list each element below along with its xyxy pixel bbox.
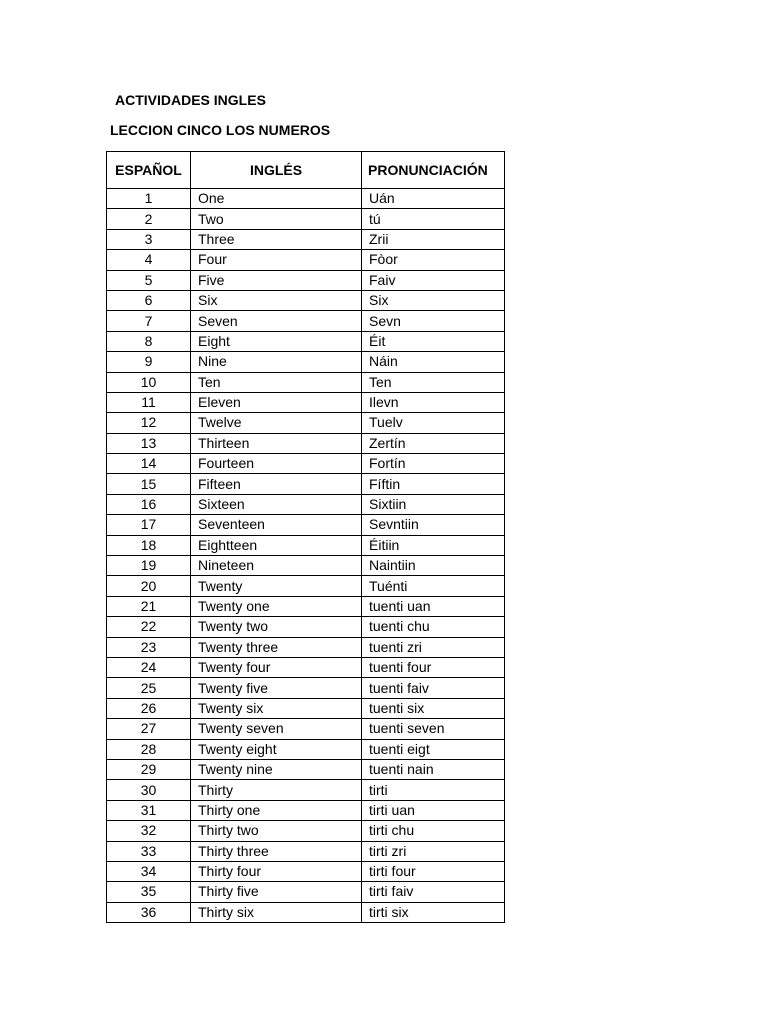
table-row bbox=[107, 882, 505, 902]
english-cell: Thirty one bbox=[191, 800, 362, 820]
english-cell: Twenty four bbox=[191, 657, 362, 677]
number-cell: 3 bbox=[107, 229, 191, 249]
english-cell: Twenty one bbox=[191, 596, 362, 616]
english-cell: Seven bbox=[191, 311, 362, 331]
table-row bbox=[107, 392, 505, 412]
numbers-table bbox=[106, 151, 505, 923]
table-row bbox=[107, 535, 505, 555]
number-cell: 5 bbox=[107, 270, 191, 290]
pronunciation-cell: tuenti zri bbox=[362, 637, 505, 657]
table-row bbox=[107, 596, 505, 616]
english-cell: Twelve bbox=[191, 413, 362, 433]
english-cell: Sixteen bbox=[191, 494, 362, 514]
pronunciation-cell: Zertín bbox=[362, 433, 505, 453]
pronunciation-cell: tirti uan bbox=[362, 800, 505, 820]
number-cell: 24 bbox=[107, 657, 191, 677]
table-row bbox=[107, 759, 505, 779]
number-cell: 21 bbox=[107, 596, 191, 616]
pronunciation-cell: tuenti six bbox=[362, 698, 505, 718]
pronunciation-cell: Six bbox=[362, 290, 505, 310]
english-cell: Six bbox=[191, 290, 362, 310]
english-cell: Thirty two bbox=[191, 821, 362, 841]
english-cell: Thirty bbox=[191, 780, 362, 800]
pronunciation-cell: tuenti faiv bbox=[362, 678, 505, 698]
pronunciation-cell: tirti bbox=[362, 780, 505, 800]
pronunciation-cell: tirti faiv bbox=[362, 882, 505, 902]
pronunciation-cell: tuenti uan bbox=[362, 596, 505, 616]
number-cell: 4 bbox=[107, 250, 191, 270]
english-cell: Twenty six bbox=[191, 698, 362, 718]
number-cell: 30 bbox=[107, 780, 191, 800]
table-row bbox=[107, 515, 505, 535]
pronunciation-cell: Tuénti bbox=[362, 576, 505, 596]
english-cell: Four bbox=[191, 250, 362, 270]
table-row bbox=[107, 494, 505, 514]
table-row bbox=[107, 841, 505, 861]
table-row bbox=[107, 189, 505, 209]
number-cell: 32 bbox=[107, 821, 191, 841]
table-row bbox=[107, 556, 505, 576]
pronunciation-cell: tirti four bbox=[362, 861, 505, 881]
pronunciation-cell: tuenti chu bbox=[362, 617, 505, 637]
table-row bbox=[107, 657, 505, 677]
number-cell: 33 bbox=[107, 841, 191, 861]
table-row bbox=[107, 270, 505, 290]
pronunciation-cell: Fortín bbox=[362, 454, 505, 474]
table-row bbox=[107, 454, 505, 474]
english-cell: Five bbox=[191, 270, 362, 290]
english-cell: Twenty two bbox=[191, 617, 362, 637]
number-cell: 14 bbox=[107, 454, 191, 474]
pronunciation-cell: Sevn bbox=[362, 311, 505, 331]
table-row bbox=[107, 229, 505, 249]
pronunciation-cell: Sixtiin bbox=[362, 494, 505, 514]
pronunciation-cell: tirti six bbox=[362, 902, 505, 922]
lesson-title: LECCION CINCO LOS NUMEROS bbox=[110, 122, 331, 138]
table-row bbox=[107, 678, 505, 698]
table-row bbox=[107, 250, 505, 270]
pronunciation-cell: tuenti seven bbox=[362, 719, 505, 739]
table-row bbox=[107, 433, 505, 453]
number-cell: 34 bbox=[107, 861, 191, 881]
english-cell: Nineteen bbox=[191, 556, 362, 576]
pronunciation-cell: Fòor bbox=[362, 250, 505, 270]
table-row bbox=[107, 372, 505, 392]
english-cell: Seventeen bbox=[191, 515, 362, 535]
number-cell: 20 bbox=[107, 576, 191, 596]
english-cell: Twenty nine bbox=[191, 759, 362, 779]
number-cell: 7 bbox=[107, 311, 191, 331]
pronunciation-cell: Éitiin bbox=[362, 535, 505, 555]
pronunciation-cell: tú bbox=[362, 209, 505, 229]
number-cell: 25 bbox=[107, 678, 191, 698]
table-body bbox=[107, 189, 505, 923]
english-cell: Thirty three bbox=[191, 841, 362, 861]
number-cell: 2 bbox=[107, 209, 191, 229]
english-cell: Twenty three bbox=[191, 637, 362, 657]
table-row bbox=[107, 413, 505, 433]
table-header-row bbox=[107, 152, 505, 189]
pronunciation-cell: Faiv bbox=[362, 270, 505, 290]
number-cell: 27 bbox=[107, 719, 191, 739]
english-cell: Ten bbox=[191, 372, 362, 392]
number-cell: 13 bbox=[107, 433, 191, 453]
number-cell: 11 bbox=[107, 392, 191, 412]
english-cell: Eight bbox=[191, 331, 362, 351]
table-row bbox=[107, 290, 505, 310]
pronunciation-cell: tuenti four bbox=[362, 657, 505, 677]
number-cell: 8 bbox=[107, 331, 191, 351]
number-cell: 23 bbox=[107, 637, 191, 657]
table-row bbox=[107, 352, 505, 372]
pronunciation-cell: Ten bbox=[362, 372, 505, 392]
pronunciation-cell: Fíftin bbox=[362, 474, 505, 494]
number-cell: 16 bbox=[107, 494, 191, 514]
pronunciation-cell: Ilevn bbox=[362, 392, 505, 412]
number-cell: 17 bbox=[107, 515, 191, 535]
english-cell: Three bbox=[191, 229, 362, 249]
table-row bbox=[107, 800, 505, 820]
english-cell: Two bbox=[191, 209, 362, 229]
pronunciation-cell: Sevntiin bbox=[362, 515, 505, 535]
table-row bbox=[107, 311, 505, 331]
header-pronunciation: PRONUNCIACIÓN bbox=[362, 152, 505, 189]
table-row bbox=[107, 617, 505, 637]
pronunciation-cell: Náin bbox=[362, 352, 505, 372]
header-spanish: ESPAÑOL bbox=[107, 152, 191, 189]
table-row bbox=[107, 331, 505, 351]
table-row bbox=[107, 780, 505, 800]
table-row bbox=[107, 719, 505, 739]
table-row bbox=[107, 821, 505, 841]
page-title: ACTIVIDADES INGLES bbox=[115, 92, 266, 108]
pronunciation-cell: Tuelv bbox=[362, 413, 505, 433]
table-row bbox=[107, 698, 505, 718]
number-cell: 15 bbox=[107, 474, 191, 494]
table-row bbox=[107, 637, 505, 657]
number-cell: 28 bbox=[107, 739, 191, 759]
number-cell: 9 bbox=[107, 352, 191, 372]
number-cell: 10 bbox=[107, 372, 191, 392]
table-row bbox=[107, 861, 505, 881]
table-row bbox=[107, 209, 505, 229]
english-cell: Thirty six bbox=[191, 902, 362, 922]
english-cell: One bbox=[191, 189, 362, 209]
table-row bbox=[107, 576, 505, 596]
pronunciation-cell: tirti zri bbox=[362, 841, 505, 861]
table-row bbox=[107, 474, 505, 494]
table-row bbox=[107, 902, 505, 922]
pronunciation-cell: tuenti eigt bbox=[362, 739, 505, 759]
number-cell: 12 bbox=[107, 413, 191, 433]
pronunciation-cell: Naintiin bbox=[362, 556, 505, 576]
number-cell: 22 bbox=[107, 617, 191, 637]
number-cell: 31 bbox=[107, 800, 191, 820]
table-row bbox=[107, 739, 505, 759]
number-cell: 36 bbox=[107, 902, 191, 922]
pronunciation-cell: tirti chu bbox=[362, 821, 505, 841]
number-cell: 6 bbox=[107, 290, 191, 310]
number-cell: 19 bbox=[107, 556, 191, 576]
english-cell: Twenty five bbox=[191, 678, 362, 698]
pronunciation-cell: Éit bbox=[362, 331, 505, 351]
number-cell: 1 bbox=[107, 189, 191, 209]
header-english: INGLÉS bbox=[191, 152, 362, 189]
pronunciation-cell: Zrii bbox=[362, 229, 505, 249]
english-cell: Thirty five bbox=[191, 882, 362, 902]
number-cell: 35 bbox=[107, 882, 191, 902]
english-cell: Twenty bbox=[191, 576, 362, 596]
number-cell: 18 bbox=[107, 535, 191, 555]
english-cell: Nine bbox=[191, 352, 362, 372]
english-cell: Fourteen bbox=[191, 454, 362, 474]
pronunciation-cell: Uán bbox=[362, 189, 505, 209]
english-cell: Fifteen bbox=[191, 474, 362, 494]
english-cell: Eleven bbox=[191, 392, 362, 412]
english-cell: Twenty seven bbox=[191, 719, 362, 739]
pronunciation-cell: tuenti nain bbox=[362, 759, 505, 779]
number-cell: 29 bbox=[107, 759, 191, 779]
english-cell: Thirty four bbox=[191, 861, 362, 881]
english-cell: Thirteen bbox=[191, 433, 362, 453]
english-cell: Eightteen bbox=[191, 535, 362, 555]
number-cell: 26 bbox=[107, 698, 191, 718]
english-cell: Twenty eight bbox=[191, 739, 362, 759]
